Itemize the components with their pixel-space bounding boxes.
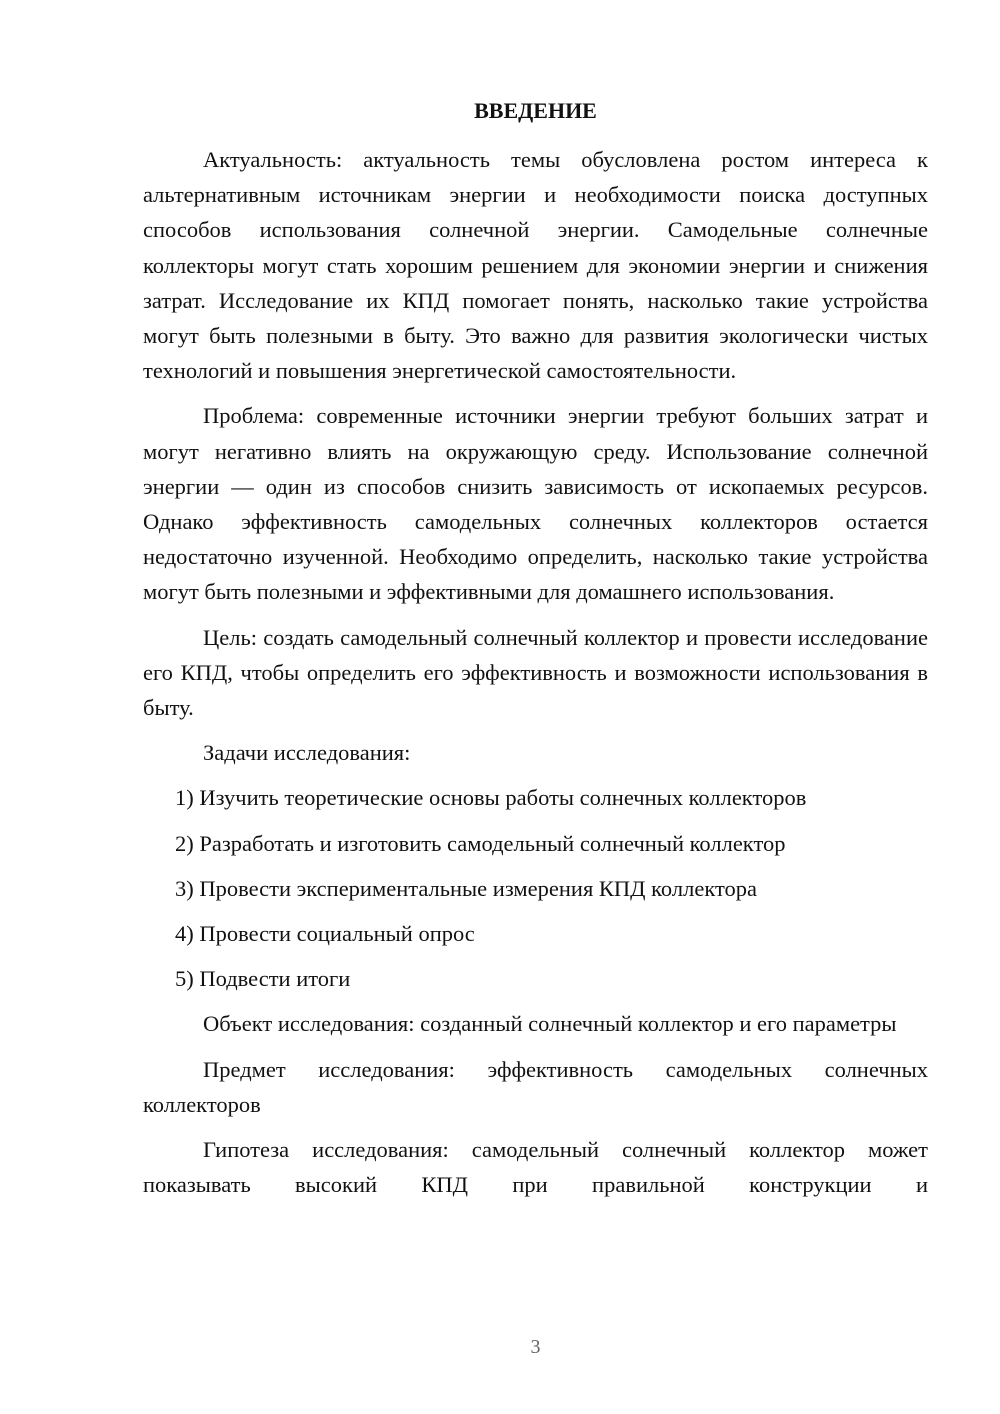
document-page [143,0,928,1414]
hypothesis-paragraph: Гипотеза исследования: самодельный солнечный коллектор может показывать высокий КПД при правильной конструкции и [143,1137,928,1198]
task-item: 5) Подвести итоги [175,966,351,992]
task-item: 1) Изучить теоретические основы работы солнечных коллекторов [175,785,807,811]
page-body [143,142,928,1198]
page-number: 3 [530,1336,541,1358]
subject-paragraph: Предмет исследования: эффективность самодельных солнечных коллекторов [143,1056,928,1117]
object-paragraph: Объект исследования: созданный солнечный коллектор и его параметры [203,1011,897,1037]
task-item: 4) Провести социальный опрос [175,921,475,947]
task-item: 3) Провести экспериментальные измерения КПД коллектора [175,875,757,901]
goal-paragraph: Цель: создать самодельный солнечный коллектор и провести исследование его КПД, чтобы определить его эффективность и возможности использования в быту. [143,624,928,721]
problem-paragraph: Проблема: современные источники энергии требуют больших затрат и могут негативно влиять на окружающую среду. Использование солнечной энергии — один из способов снизить зависимость от ископаемых ресурсов. Однако эффективность самодельных солнечных коллекторов остается недостаточно изученной. Необходимо определить, насколько такие устройства могут быть полезными и эффективными для домашнего использования. [143,403,928,605]
tasks-list [143,780,928,996]
task-item: 2) Разработать и изготовить самодельный солнечный коллектор [175,830,786,856]
section-heading: ВВЕДЕНИЕ [474,98,597,123]
tasks-title: Задачи исследования: [203,740,411,766]
relevance-paragraph: Актуальность: актуальность темы обусловлена ростом интереса к альтернативным источникам энергии и необходимости поиска доступных способов использования солнечной энергии. Самодельные солнечные коллекторы могут стать хорошим решением для экономии энергии и снижения затрат. Исследование их КПД помогает понять, насколько такие устройства могут быть полезными в быту. Это важно для развития экологически чистых технологий и повышения энергетической самостоятельности. [143,147,928,384]
